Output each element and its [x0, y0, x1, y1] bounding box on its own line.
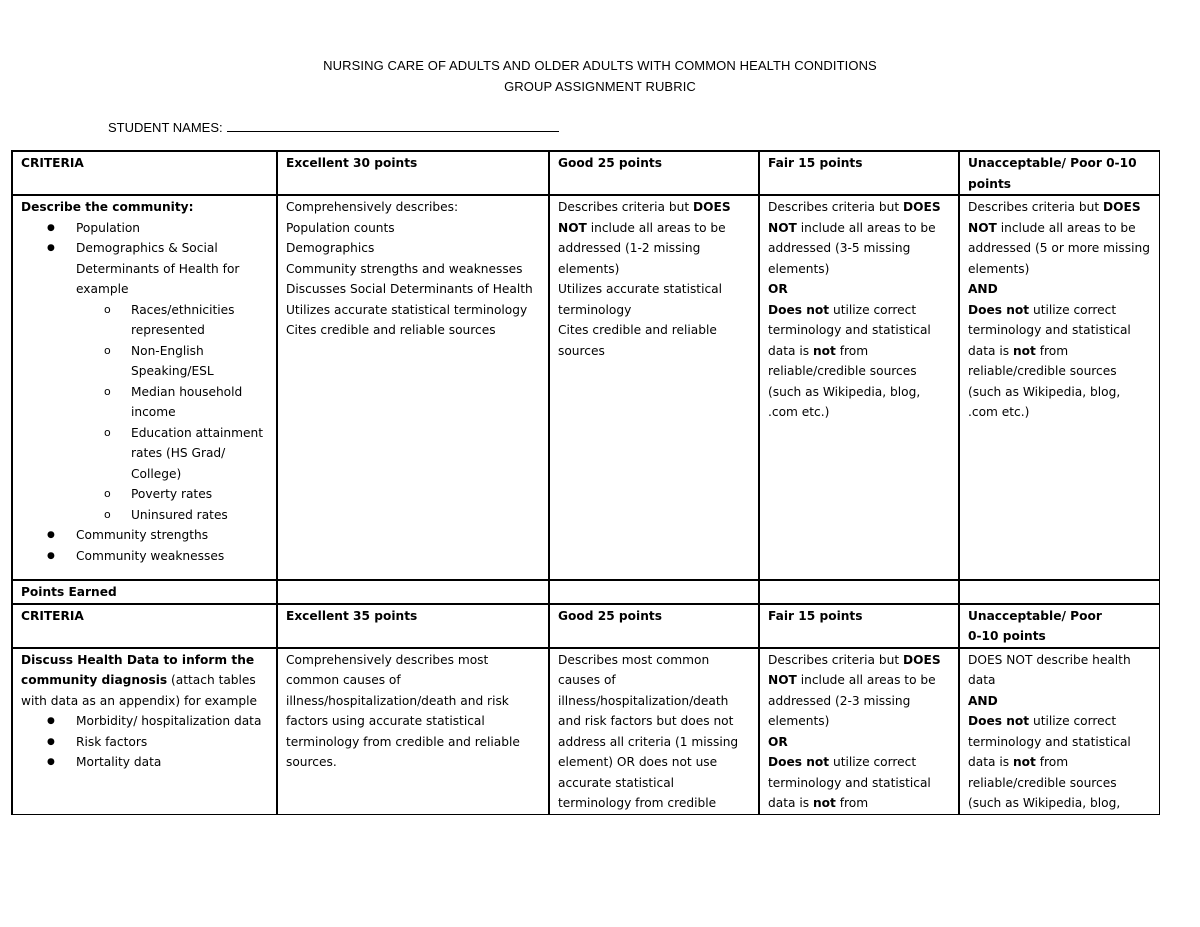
poor-header: Unacceptable/ Poor 0-10 points: [959, 151, 1159, 195]
header-row-1: [12, 151, 1159, 195]
list-item: ● Demographics & Social Determinants of Health for example: [21, 238, 268, 300]
points-earned-row: [12, 580, 1159, 604]
student-names-label: STUDENT NAMES:: [108, 120, 223, 135]
header-row-2: [12, 604, 1159, 648]
good-header: Good 25 points: [549, 151, 759, 195]
list-item: o Poverty rates: [21, 484, 268, 505]
student-names-line: [227, 118, 559, 132]
excellent-header: Excellent 35 points: [277, 604, 549, 648]
criteria-list: [21, 218, 268, 300]
excellent-cell-community: Comprehensively describes: Population counts Demographics Community strengths and weaknesses Discusses Social Determinants of Health Utilizes accurate statistical terminology Cites credible and reliable sources: [277, 195, 549, 580]
fair-header: Fair 15 points: [759, 151, 959, 195]
criteria-header: CRITERIA: [12, 151, 277, 195]
fair-cell-health-data: Describes criteria but DOES NOT include all areas to be addressed (2-3 missing elements) OR Does not utilize correct terminology and statistical data is not from: [759, 648, 959, 815]
good-header: Good 25 points: [549, 604, 759, 648]
points-earned-label: Points Earned: [12, 580, 277, 604]
list-item: o Education attainment rates (HS Grad/ College): [21, 423, 268, 485]
list-item: ● Community strengths: [21, 525, 268, 546]
criteria-title: Describe the community:: [21, 200, 194, 214]
poor-cell-health-data: DOES NOT describe health data AND Does not utilize correct terminology and statistical data is not from reliable/credible sources (such as Wikipedia, blog,: [959, 648, 1159, 815]
list-item: o Races/ethnicities represented: [21, 300, 268, 341]
criteria-row-community: [12, 195, 1159, 580]
list-item: ● Risk factors: [21, 732, 268, 753]
list-item: o Median household income: [21, 382, 268, 423]
list-item: o Uninsured rates: [21, 505, 268, 526]
points-cell: [277, 580, 549, 604]
excellent-header: Excellent 30 points: [277, 151, 549, 195]
criteria-sublist: [21, 300, 268, 526]
student-names-field: [108, 118, 559, 135]
criteria-cell-community: [12, 195, 277, 580]
excellent-cell-health-data: Comprehensively describes most common causes of illness/hospitalization/death and risk factors using accurate statistical terminology from credible and reliable sources.: [277, 648, 549, 815]
document-subtitle: GROUP ASSIGNMENT RUBRIC: [504, 79, 696, 94]
poor-header: Unacceptable/ Poor 0-10 points: [959, 604, 1159, 648]
good-cell-community: Describes criteria but DOES NOT include all areas to be addressed (1-2 missing elements) Utilizes accurate statistical terminology Cites credible and reliable sources: [549, 195, 759, 580]
list-item: ● Morbidity/ hospitalization data: [21, 711, 268, 732]
list-item: o Non-English Speaking/ESL: [21, 341, 268, 382]
points-cell: [549, 580, 759, 604]
criteria-cell-health-data: Discuss Health Data to inform the community diagnosis (attach tables with data as an appendix) for example ● Morbidity/ hospitalization data ● Risk factors ● Mortality data: [12, 648, 277, 815]
fair-header: Fair 15 points: [759, 604, 959, 648]
points-cell: [759, 580, 959, 604]
criteria-row-health-data: [12, 648, 1159, 815]
document-title: NURSING CARE OF ADULTS AND OLDER ADULTS WITH COMMON HEALTH CONDITIONS: [323, 58, 877, 73]
list-item: ● Community weaknesses: [21, 546, 268, 567]
list-item: ● Mortality data: [21, 752, 268, 773]
poor-cell-community: Describes criteria but DOES NOT include all areas to be addressed (5 or more missing elements) AND Does not utilize correct terminology and statistical data is not from reliable/credible sources (such as Wikipedia, blog, .com etc.): [959, 195, 1159, 580]
criteria-header: CRITERIA: [12, 604, 277, 648]
list-item: ● Population: [21, 218, 268, 239]
points-cell: [959, 580, 1159, 604]
good-cell-health-data: Describes most common causes of illness/hospitalization/death and risk factors but does not address all criteria (1 missing element) OR does not use accurate statistical terminology from credible: [549, 648, 759, 815]
rubric-table: [11, 150, 1160, 815]
fair-cell-community: Describes criteria but DOES NOT include all areas to be addressed (3-5 missing elements) OR Does not utilize correct terminology and statistical data is not from reliable/credible sources (such as Wikipedia, blog, .com etc.): [759, 195, 959, 580]
